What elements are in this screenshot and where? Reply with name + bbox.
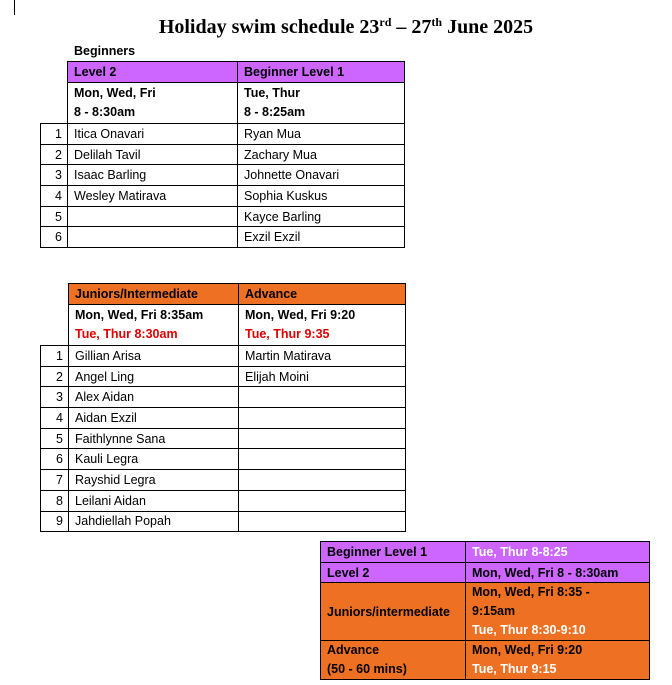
page-title: Holiday swim schedule 23rd – 27th June 2025 [158, 15, 534, 38]
summary-table [320, 541, 650, 680]
table-row [41, 470, 406, 491]
name-cell-col2 [239, 490, 406, 511]
name-cell-col2: Johnette Onavari [238, 165, 405, 186]
time-advance: Mon, Wed, Fri 9:20 Tue, Thur 9:35 [239, 305, 406, 346]
row-number: 1 [41, 124, 68, 145]
section-label-beginners: Beginners [74, 44, 136, 58]
summary-time-juniors: Mon, Wed, Fri 8:35 - 9:15am Tue, Thur 8:30-9:10 [466, 583, 650, 641]
name-cell-col2: Elijah Moini [239, 366, 406, 387]
table-row [41, 346, 406, 367]
summary-time-advance: Mon, Wed, Fri 9:20 Tue, Thur 9:15 [466, 641, 650, 680]
row-number: 6 [41, 449, 69, 470]
juniors-advance-table [40, 283, 406, 532]
name-cell-col1 [68, 227, 238, 248]
table-row [41, 490, 406, 511]
summary-label-juniors: Juniors/intermediate [321, 583, 466, 641]
name-cell-col2: Martin Matirava [239, 346, 406, 367]
name-cell-col2 [239, 428, 406, 449]
header-juniors-intermediate: Juniors/Intermediate [69, 284, 239, 305]
summary-label-level-2: Level 2 [321, 563, 466, 583]
name-cell-col1: Aidan Exzil [69, 408, 239, 429]
table-row [41, 387, 406, 408]
header-level-2: Level 2 [68, 62, 238, 83]
table-row [41, 124, 405, 145]
table-row [41, 186, 405, 207]
row-number: 6 [41, 227, 68, 248]
row-number: 2 [41, 144, 68, 165]
summary-time-level-2: Mon, Wed, Fri 8 - 8:30am [466, 563, 650, 583]
table-row [41, 366, 406, 387]
summary-label-beginner-level-1: Beginner Level 1 [321, 542, 466, 563]
row-number: 3 [41, 165, 68, 186]
time-beginner-level-1: Tue, Thur 8 - 8:25am [238, 83, 405, 124]
summary-label-advance: Advance (50 - 60 mins) [321, 641, 466, 680]
name-cell-col1: Angel Ling [69, 366, 239, 387]
table-row [41, 428, 406, 449]
name-cell-col2: Zachary Mua [238, 144, 405, 165]
table-row [41, 511, 406, 532]
header-advance: Advance [239, 284, 406, 305]
name-cell-col1: Itica Onavari [68, 124, 238, 145]
table-row [41, 449, 406, 470]
name-cell-col1: Leilani Aidan [69, 490, 239, 511]
row-number: 9 [41, 511, 69, 532]
name-cell-col2 [239, 408, 406, 429]
name-cell-col1: Alex Aidan [69, 387, 239, 408]
row-number: 8 [41, 490, 69, 511]
name-cell-col1: Gillian Arisa [69, 346, 239, 367]
row-number: 4 [41, 408, 69, 429]
name-cell-col2: Ryan Mua [238, 124, 405, 145]
beginners-table [40, 61, 405, 248]
name-cell-col1: Faithlynne Sana [69, 428, 239, 449]
name-cell-col2 [239, 470, 406, 491]
row-number: 3 [41, 387, 69, 408]
name-cell-col2: Kayce Barling [238, 206, 405, 227]
text-cursor [14, 0, 15, 15]
name-cell-col2 [239, 387, 406, 408]
table-row [41, 165, 405, 186]
name-cell-col1: Jahdiellah Popah [69, 511, 239, 532]
name-cell-col2: Exzil Exzil [238, 227, 405, 248]
name-cell-col1 [68, 206, 238, 227]
name-cell-col1: Wesley Matirava [68, 186, 238, 207]
row-number: 1 [41, 346, 69, 367]
row-number: 5 [41, 206, 68, 227]
name-cell-col1: Delilah Tavil [68, 144, 238, 165]
summary-time-beginner-level-1: Tue, Thur 8-8:25 [466, 542, 650, 563]
header-beginner-level-1: Beginner Level 1 [238, 62, 405, 83]
name-cell-col1: Isaac Barling [68, 165, 238, 186]
name-cell-col2 [239, 511, 406, 532]
table-row [41, 206, 405, 227]
table-row [41, 144, 405, 165]
name-cell-col1: Kauli Legra [69, 449, 239, 470]
table-row [41, 227, 405, 248]
time-level-2: Mon, Wed, Fri 8 - 8:30am [68, 83, 238, 124]
row-number: 7 [41, 470, 69, 491]
time-juniors-intermediate: Mon, Wed, Fri 8:35am Tue, Thur 8:30am [69, 305, 239, 346]
row-number: 5 [41, 428, 69, 449]
name-cell-col1: Rayshid Legra [69, 470, 239, 491]
name-cell-col2 [239, 449, 406, 470]
name-cell-col2: Sophia Kuskus [238, 186, 405, 207]
table-row [41, 408, 406, 429]
row-number: 2 [41, 366, 69, 387]
row-number: 4 [41, 186, 68, 207]
